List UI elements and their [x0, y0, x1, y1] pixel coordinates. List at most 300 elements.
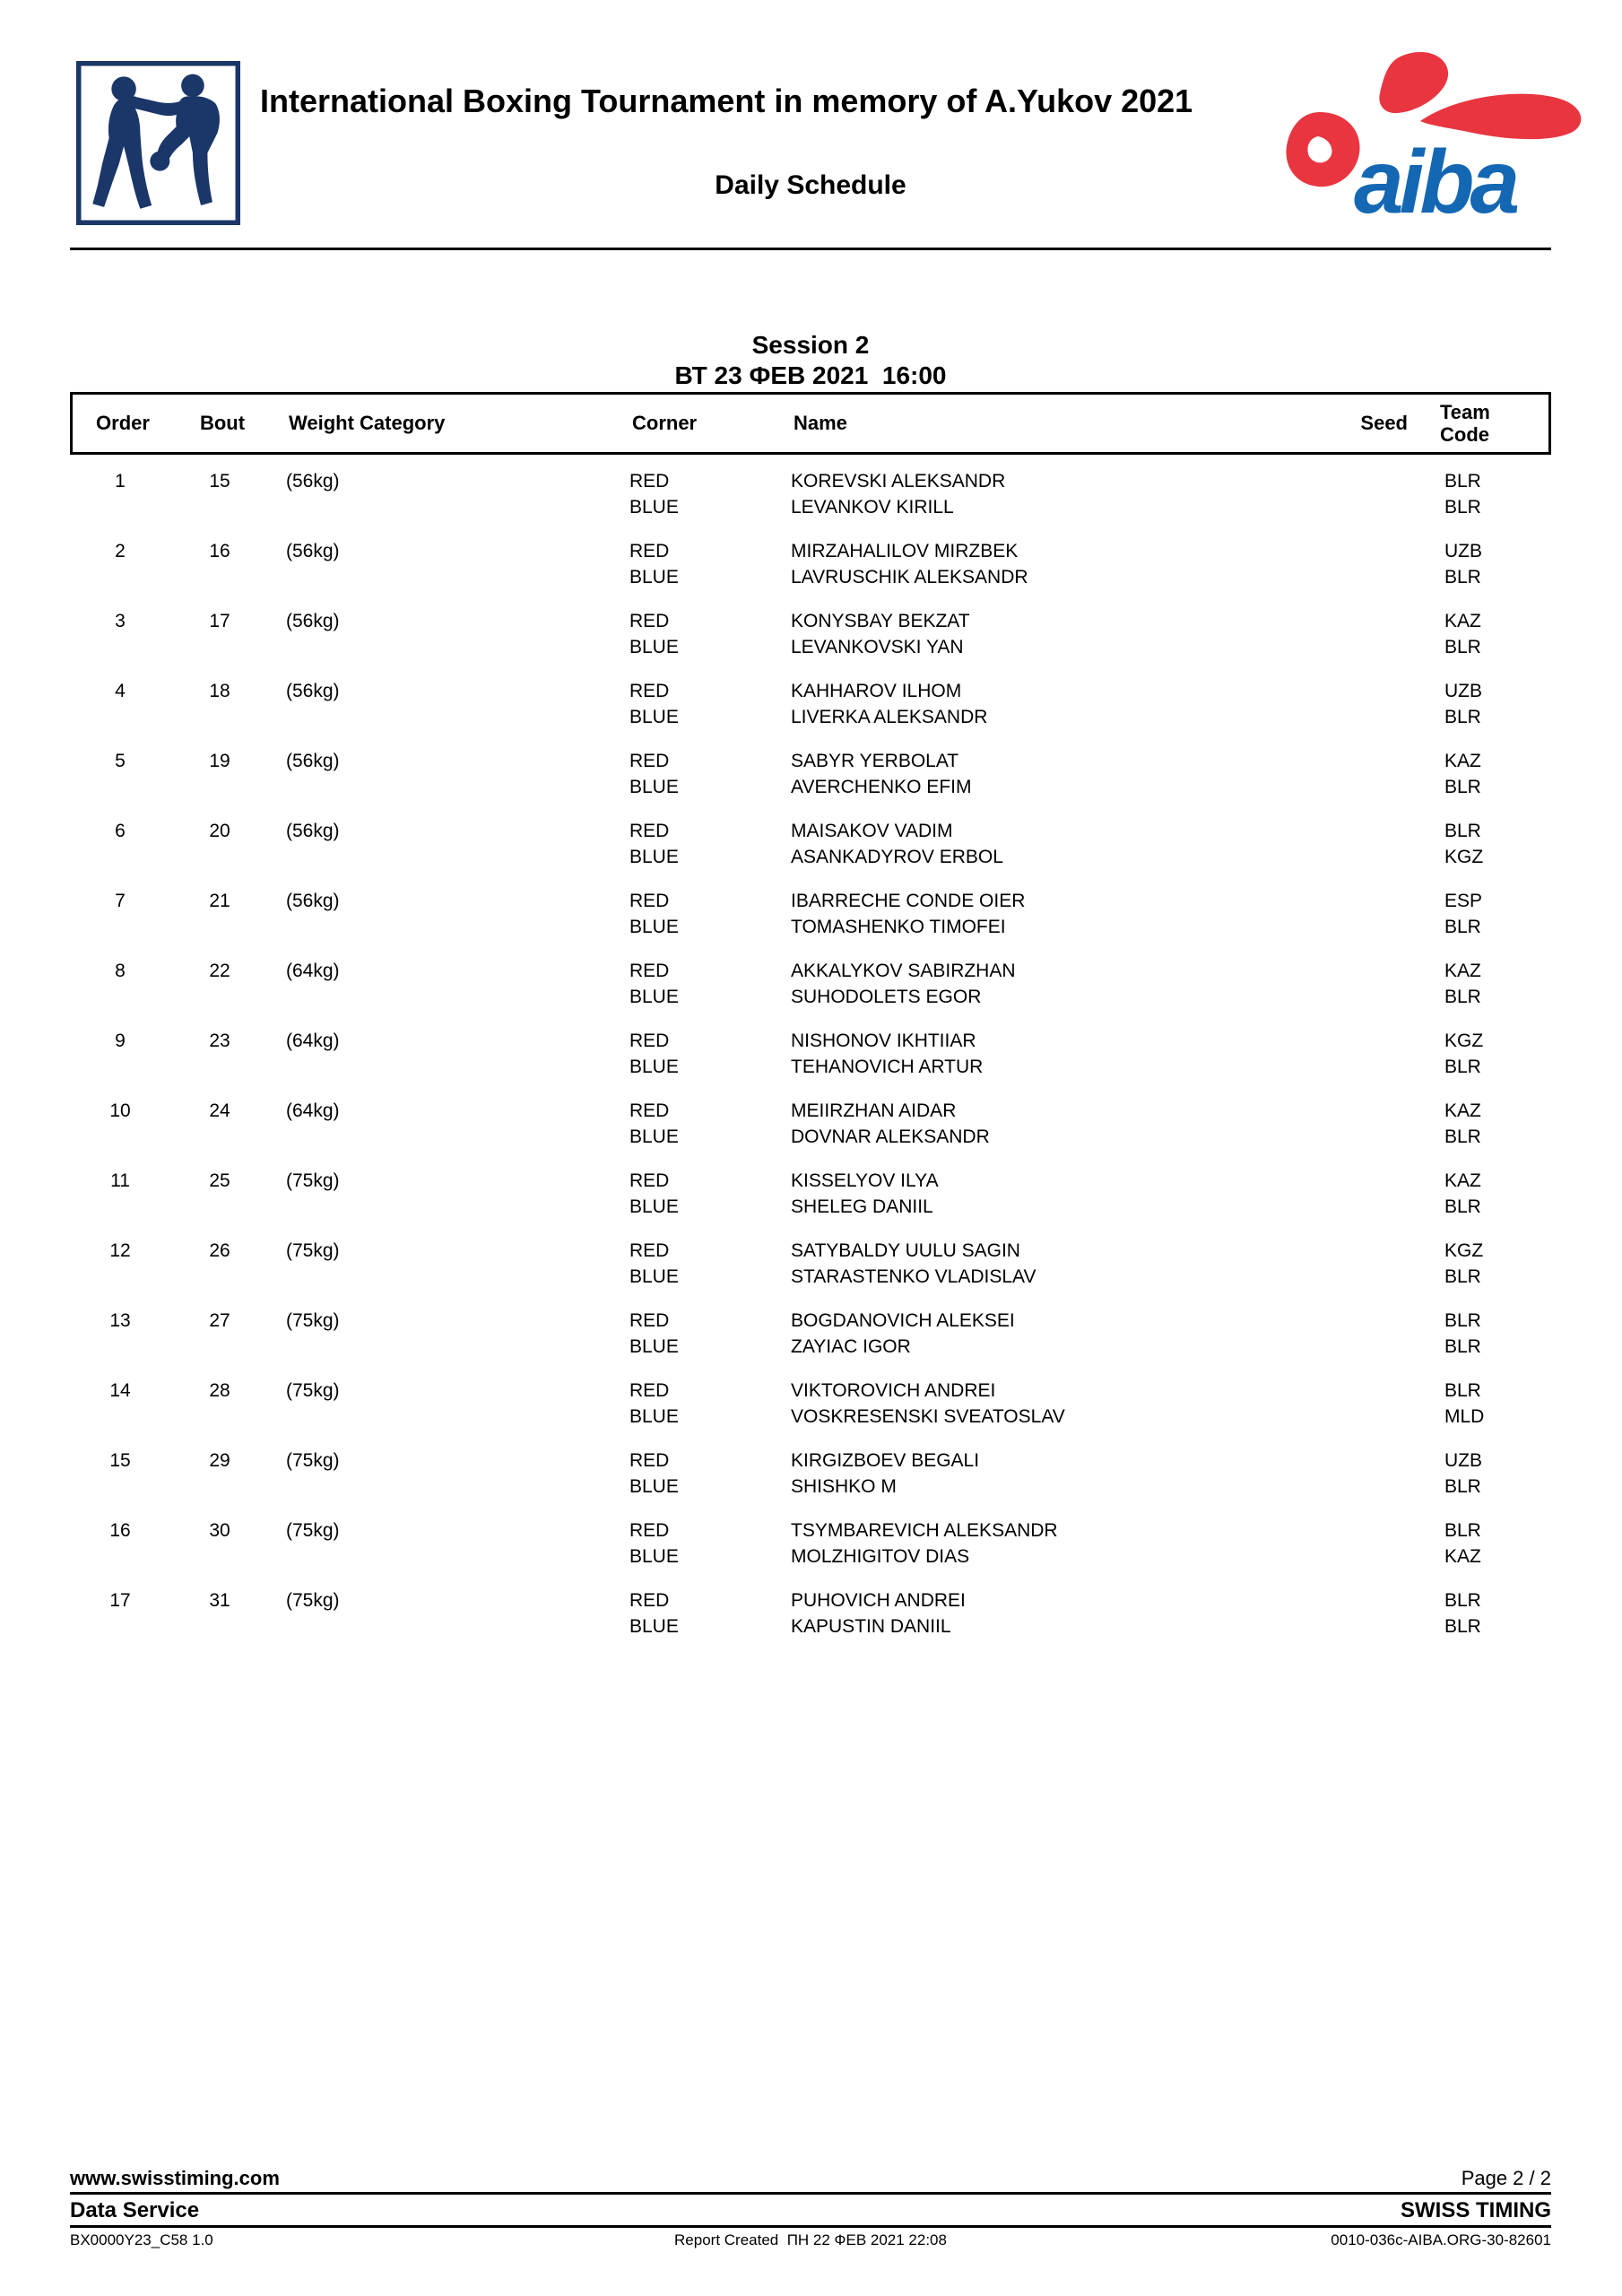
- cell-name: [791, 538, 1333, 590]
- cell-team-code: [1405, 1448, 1551, 1500]
- team-code-red: UZB: [1444, 681, 1482, 701]
- team-code-red: KGZ: [1444, 1240, 1484, 1261]
- cell-bout: 23: [209, 1031, 230, 1051]
- cell-order: 5: [115, 751, 126, 771]
- cell-corner: [629, 958, 791, 1010]
- seed-red: [1333, 1378, 1405, 1404]
- cell-seed: [1333, 1028, 1405, 1080]
- cell-name: [791, 1378, 1333, 1430]
- boxer-name-red: BOGDANOVICH ALEKSEI: [791, 1310, 1015, 1331]
- corner-label-red: RED: [629, 751, 670, 771]
- cell-bout: 21: [209, 891, 230, 911]
- cell-seed: [1333, 1098, 1405, 1150]
- page-title: International Boxing Tournament in memory of A.Yukov 2021: [260, 83, 1193, 119]
- cell-corner: [629, 1587, 791, 1639]
- table-row: [70, 468, 1551, 520]
- cell-order: 16: [109, 1520, 131, 1541]
- cell-weight-category: (75kg): [286, 1310, 340, 1331]
- table-row: [70, 888, 1551, 940]
- boxer-name-red: SABYR YERBOLAT: [791, 751, 959, 771]
- cell-bout: 19: [209, 751, 230, 771]
- boxer-name-blue: SHELEG DANIIL: [791, 1196, 933, 1217]
- corner-label-red: RED: [629, 611, 670, 631]
- cell-weight-category: (75kg): [286, 1450, 340, 1471]
- team-code-blue: MLD: [1444, 1406, 1485, 1427]
- seed-red: [1333, 468, 1405, 494]
- cell-weight-category: (64kg): [286, 1100, 340, 1121]
- team-code-red: UZB: [1444, 541, 1482, 561]
- team-code-red: KGZ: [1444, 1031, 1484, 1051]
- table-row: [70, 748, 1551, 800]
- seed-red: [1333, 1587, 1405, 1613]
- cell-order: 9: [115, 1031, 126, 1051]
- table-row: [70, 1028, 1551, 1080]
- cell-corner: [629, 1098, 791, 1150]
- corner-label-blue: BLUE: [629, 847, 679, 867]
- footer-report-created: Report Created ПН 22 ФЕВ 2021 22:08: [674, 2231, 947, 2248]
- col-header-name: Name: [794, 412, 847, 434]
- cell-team-code: [1405, 1308, 1551, 1360]
- footer-data-service: Data Service: [70, 2198, 200, 2222]
- seed-blue: [1333, 774, 1405, 800]
- team-code-blue: KAZ: [1444, 1546, 1481, 1567]
- boxer-name-blue: DOVNAR ALEKSANDR: [791, 1126, 990, 1147]
- table-row: [70, 608, 1551, 660]
- team-code-blue: BLR: [1444, 707, 1481, 727]
- cell-team-code: [1405, 1168, 1551, 1220]
- seed-blue: [1333, 844, 1405, 870]
- cell-seed: [1333, 1308, 1405, 1360]
- seed-blue: [1333, 1544, 1405, 1570]
- seed-red: [1333, 1448, 1405, 1474]
- team-code-blue: BLR: [1444, 1126, 1481, 1147]
- seed-red: [1333, 818, 1405, 844]
- seed-red: [1333, 1028, 1405, 1054]
- cell-bout: 29: [209, 1450, 230, 1471]
- cell-team-code: [1405, 538, 1551, 590]
- team-code-red: KAZ: [1444, 611, 1481, 631]
- seed-blue: [1333, 1613, 1405, 1639]
- boxer-name-red: MIRZAHALILOV MIRZBEK: [791, 541, 1019, 561]
- col-header-weight-category: Weight Category: [289, 412, 446, 434]
- cell-team-code: [1405, 1587, 1551, 1639]
- cell-corner: [629, 1168, 791, 1220]
- cell-bout: 15: [209, 471, 230, 491]
- cell-seed: [1333, 1238, 1405, 1290]
- cell-bout: 20: [209, 821, 230, 841]
- corner-label-red: RED: [629, 1450, 670, 1471]
- footer-ref-code: 0010-036c-AIBA.ORG-30-82601: [1331, 2231, 1551, 2248]
- team-code-blue: BLR: [1444, 1476, 1481, 1497]
- cell-order: 10: [109, 1100, 131, 1121]
- corner-label-red: RED: [629, 541, 670, 561]
- table-row: [70, 1587, 1551, 1639]
- cell-order: 1: [115, 471, 126, 491]
- boxer-name-red: AKKALYKOV SABIRZHAN: [791, 961, 1016, 981]
- cell-order: 3: [115, 611, 126, 631]
- seed-blue: [1333, 494, 1405, 520]
- team-code-red: BLR: [1444, 1380, 1481, 1401]
- corner-label-red: RED: [629, 821, 670, 841]
- cell-weight-category: (75kg): [286, 1520, 340, 1541]
- seed-blue: [1333, 1264, 1405, 1290]
- team-code-blue: BLR: [1444, 987, 1481, 1007]
- cell-corner: [629, 1378, 791, 1430]
- cell-weight-category: (56kg): [286, 891, 340, 911]
- cell-weight-category: (56kg): [286, 821, 340, 841]
- seed-blue: [1333, 1334, 1405, 1360]
- corner-label-red: RED: [629, 1590, 670, 1611]
- corner-label-red: RED: [629, 1310, 670, 1331]
- corner-label-blue: BLUE: [629, 1616, 679, 1637]
- boxer-name-blue: LAVRUSCHIK ALEKSANDR: [791, 567, 1028, 587]
- cell-bout: 26: [209, 1240, 230, 1261]
- corner-label-blue: BLUE: [629, 777, 679, 797]
- cell-name: [791, 1098, 1333, 1150]
- table-row: [70, 678, 1551, 730]
- cell-seed: [1333, 748, 1405, 800]
- cell-team-code: [1405, 1098, 1551, 1150]
- cell-seed: [1333, 958, 1405, 1010]
- team-code-red: BLR: [1444, 1520, 1481, 1541]
- table-row: [70, 958, 1551, 1010]
- boxer-name-red: MAISAKOV VADIM: [791, 821, 953, 841]
- table-row: [70, 818, 1551, 870]
- seed-red: [1333, 1098, 1405, 1124]
- team-code-blue: BLR: [1444, 1057, 1481, 1077]
- cell-weight-category: (64kg): [286, 961, 340, 981]
- team-code-red: BLR: [1444, 471, 1481, 491]
- cell-corner: [629, 1028, 791, 1080]
- cell-seed: [1333, 1518, 1405, 1570]
- cell-seed: [1333, 1587, 1405, 1639]
- corner-label-blue: BLUE: [629, 1406, 679, 1427]
- seed-blue: [1333, 984, 1405, 1010]
- seed-blue: [1333, 1124, 1405, 1150]
- cell-weight-category: (75kg): [286, 1240, 340, 1261]
- cell-bout: 24: [209, 1100, 230, 1121]
- boxer-name-blue: VOSKRESENSKI SVEATOSLAV: [791, 1406, 1065, 1427]
- cell-weight-category: (56kg): [286, 751, 340, 771]
- team-code-blue: BLR: [1444, 777, 1481, 797]
- table-row: [70, 1378, 1551, 1430]
- cell-corner: [629, 468, 791, 520]
- table-row: [70, 1098, 1551, 1150]
- team-code-blue: BLR: [1444, 637, 1481, 657]
- team-code-red: ESP: [1444, 891, 1483, 911]
- boxer-name-blue: KAPUSTIN DANIIL: [791, 1616, 951, 1637]
- team-code-blue: BLR: [1444, 917, 1481, 937]
- cell-order: 11: [110, 1170, 130, 1191]
- cell-weight-category: (56kg): [286, 611, 340, 631]
- cell-corner: [629, 1238, 791, 1290]
- page-number: Page 2 / 2: [1461, 2167, 1551, 2189]
- cell-weight-category: (75kg): [286, 1590, 340, 1611]
- corner-label-blue: BLUE: [629, 1476, 679, 1497]
- cell-order: 15: [109, 1450, 131, 1471]
- cell-name: [791, 888, 1333, 940]
- header-divider: [70, 248, 1551, 250]
- corner-label-blue: BLUE: [629, 707, 679, 727]
- aiba-logo: [1266, 49, 1589, 229]
- cell-weight-category: (64kg): [286, 1031, 340, 1051]
- cell-seed: [1333, 608, 1405, 660]
- table-header: [70, 392, 1551, 455]
- cell-name: [791, 1028, 1333, 1080]
- corner-label-blue: BLUE: [629, 637, 679, 657]
- cell-seed: [1333, 1378, 1405, 1430]
- cell-seed: [1333, 538, 1405, 590]
- cell-name: [791, 1587, 1333, 1639]
- boxer-name-blue: LIVERKA ALEKSANDR: [791, 707, 988, 727]
- team-code-red: BLR: [1444, 1590, 1481, 1611]
- cell-weight-category: (56kg): [286, 681, 340, 701]
- team-code-red: UZB: [1444, 1450, 1482, 1471]
- boxer-name-blue: ASANKADYROV ERBOL: [791, 847, 1003, 867]
- corner-label-blue: BLUE: [629, 1266, 679, 1287]
- cell-weight-category: (75kg): [286, 1380, 340, 1401]
- table-body: [70, 468, 1551, 1657]
- cell-team-code: [1405, 468, 1551, 520]
- table-row: [70, 1448, 1551, 1500]
- cell-corner: [629, 748, 791, 800]
- seed-red: [1333, 1308, 1405, 1334]
- cell-bout: 18: [209, 681, 230, 701]
- cell-bout: 17: [209, 611, 230, 631]
- seed-blue: [1333, 1194, 1405, 1220]
- table-row: [70, 1308, 1551, 1360]
- cell-seed: [1333, 468, 1405, 520]
- seed-red: [1333, 608, 1405, 634]
- boxer-name-blue: LEVANKOV KIRILL: [791, 497, 954, 517]
- team-code-red: BLR: [1444, 821, 1481, 841]
- cell-team-code: [1405, 1518, 1551, 1570]
- seed-blue: [1333, 1404, 1405, 1430]
- cell-bout: 25: [209, 1170, 230, 1191]
- cell-seed: [1333, 888, 1405, 940]
- session-datetime: ВТ 23 ФЕВ 2021 16:00: [674, 361, 947, 389]
- seed-red: [1333, 1238, 1405, 1264]
- footer-company: SWISS TIMING: [1401, 2198, 1551, 2222]
- seed-blue: [1333, 564, 1405, 590]
- cell-name: [791, 748, 1333, 800]
- corner-label-blue: BLUE: [629, 1057, 679, 1077]
- cell-team-code: [1405, 1238, 1551, 1290]
- col-header-team-line1: Team: [1440, 401, 1490, 423]
- cell-seed: [1333, 1448, 1405, 1500]
- cell-order: 12: [109, 1240, 131, 1261]
- cell-name: [791, 1238, 1333, 1290]
- seed-red: [1333, 748, 1405, 774]
- boxer-name-blue: STARASTENKO VLADISLAV: [791, 1266, 1037, 1287]
- seed-red: [1333, 958, 1405, 984]
- svg-text:aiba: aiba: [1354, 132, 1516, 224]
- corner-label-blue: BLUE: [629, 1196, 679, 1217]
- cell-corner: [629, 1518, 791, 1570]
- corner-label-red: RED: [629, 681, 670, 701]
- seed-blue: [1333, 1474, 1405, 1500]
- boxer-name-red: SATYBALDY UULU SAGIN: [791, 1240, 1020, 1261]
- corner-label-blue: BLUE: [629, 987, 679, 1007]
- seed-red: [1333, 888, 1405, 914]
- cell-order: 4: [115, 681, 126, 701]
- boxer-name-blue: AVERCHENKO EFIM: [791, 777, 972, 797]
- cell-corner: [629, 888, 791, 940]
- session-title: Session 2: [751, 331, 870, 359]
- cell-seed: [1333, 678, 1405, 730]
- cell-weight-category: (75kg): [286, 1170, 340, 1191]
- seed-red: [1333, 1518, 1405, 1544]
- cell-team-code: [1405, 748, 1551, 800]
- cell-order: 6: [115, 821, 126, 841]
- corner-label-blue: BLUE: [629, 1336, 679, 1357]
- corner-label-blue: BLUE: [629, 567, 679, 587]
- corner-label-red: RED: [629, 961, 670, 981]
- cell-name: [791, 818, 1333, 870]
- corner-label-red: RED: [629, 1100, 670, 1121]
- boxer-name-blue: TEHANOVICH ARTUR: [791, 1057, 984, 1077]
- cell-team-code: [1405, 818, 1551, 870]
- cell-bout: 27: [209, 1310, 230, 1331]
- boxer-name-blue: LEVANKOVSKI YAN: [791, 637, 964, 657]
- seed-red: [1333, 538, 1405, 564]
- cell-team-code: [1405, 678, 1551, 730]
- cell-seed: [1333, 818, 1405, 870]
- footer-website-link[interactable]: www.swisstiming.com: [70, 2167, 280, 2189]
- cell-name: [791, 678, 1333, 730]
- cell-order: 13: [109, 1310, 131, 1331]
- cell-name: [791, 1168, 1333, 1220]
- cell-corner: [629, 1308, 791, 1360]
- boxer-name-blue: ZAYIAC IGOR: [791, 1336, 911, 1357]
- cell-seed: [1333, 1168, 1405, 1220]
- col-header-corner: Corner: [632, 412, 698, 434]
- cell-weight-category: (56kg): [286, 471, 340, 491]
- boxer-name-red: VIKTOROVICH ANDREI: [791, 1380, 996, 1401]
- boxer-name-red: PUHOVICH ANDREI: [791, 1590, 966, 1611]
- cell-team-code: [1405, 888, 1551, 940]
- team-code-blue: BLR: [1444, 497, 1481, 517]
- cell-corner: [629, 608, 791, 660]
- boxer-name-red: NISHONOV IKHTIIAR: [791, 1031, 976, 1051]
- cell-team-code: [1405, 1028, 1551, 1080]
- seed-blue: [1333, 634, 1405, 660]
- cell-name: [791, 468, 1333, 520]
- team-code-blue: BLR: [1444, 1266, 1481, 1287]
- corner-label-red: RED: [629, 1240, 670, 1261]
- footer-divider-1: [70, 2192, 1551, 2195]
- col-header-seed: Seed: [1360, 412, 1408, 434]
- page-subtitle: Daily Schedule: [715, 170, 906, 200]
- boxer-name-blue: SUHODOLETS EGOR: [791, 987, 982, 1007]
- cell-name: [791, 958, 1333, 1010]
- seed-blue: [1333, 914, 1405, 940]
- cell-name: [791, 1518, 1333, 1570]
- col-header-order: Order: [96, 412, 150, 434]
- seed-red: [1333, 678, 1405, 704]
- seed-blue: [1333, 704, 1405, 730]
- boxer-name-red: KOREVSKI ALEKSANDR: [791, 471, 1006, 491]
- session-block: [70, 330, 1551, 391]
- boxer-name-red: MEIIRZHAN AIDAR: [791, 1100, 957, 1121]
- cell-bout: 16: [209, 541, 230, 561]
- table-row: [70, 1238, 1551, 1290]
- cell-bout: 22: [209, 961, 230, 981]
- boxer-name-red: KISSELYOV ILYA: [791, 1170, 939, 1191]
- cell-weight-category: (56kg): [286, 541, 340, 561]
- corner-label-red: RED: [629, 1031, 670, 1051]
- corner-label-blue: BLUE: [629, 917, 679, 937]
- cell-corner: [629, 818, 791, 870]
- team-code-blue: BLR: [1444, 567, 1481, 587]
- team-code-red: KAZ: [1444, 1100, 1481, 1121]
- cell-order: 8: [115, 961, 126, 981]
- boxer-name-red: KONYSBAY BEKZAT: [791, 611, 970, 631]
- corner-label-red: RED: [629, 891, 670, 911]
- corner-label-red: RED: [629, 1520, 670, 1541]
- team-code-red: KAZ: [1444, 961, 1481, 981]
- cell-name: [791, 1448, 1333, 1500]
- team-code-blue: BLR: [1444, 1336, 1481, 1357]
- table-row: [70, 1168, 1551, 1220]
- corner-label-blue: BLUE: [629, 497, 679, 517]
- cell-corner: [629, 1448, 791, 1500]
- team-code-blue: BLR: [1444, 1196, 1481, 1217]
- boxer-name-red: KAHHAROV ILHOM: [791, 681, 962, 701]
- col-header-team-code: [1408, 401, 1548, 446]
- boxer-name-red: KIRGIZBOEV BEGALI: [791, 1450, 980, 1471]
- cell-team-code: [1405, 608, 1551, 660]
- team-code-blue: KGZ: [1444, 847, 1484, 867]
- corner-label-red: RED: [629, 471, 670, 491]
- boxer-name-blue: MOLZHIGITOV DIAS: [791, 1546, 970, 1567]
- cell-order: 17: [109, 1590, 131, 1611]
- footer-doc-code: BX0000Y23_C58 1.0: [70, 2231, 213, 2248]
- team-code-red: KAZ: [1444, 1170, 1481, 1191]
- cell-team-code: [1405, 1378, 1551, 1430]
- footer: [70, 2167, 1551, 2249]
- cell-bout: 30: [209, 1520, 230, 1541]
- boxer-name-red: TSYMBAREVICH ALEKSANDR: [791, 1520, 1058, 1541]
- cell-bout: 31: [209, 1590, 230, 1611]
- table-row: [70, 538, 1551, 590]
- corner-label-blue: BLUE: [629, 1546, 679, 1567]
- team-code-red: KAZ: [1444, 751, 1481, 771]
- cell-order: 14: [109, 1380, 131, 1401]
- cell-name: [791, 608, 1333, 660]
- team-code-blue: BLR: [1444, 1616, 1481, 1637]
- col-header-bout: Bout: [199, 412, 246, 434]
- team-code-red: BLR: [1444, 1310, 1481, 1331]
- boxer-name-blue: TOMASHENKO TIMOFEI: [791, 917, 1006, 937]
- cell-team-code: [1405, 958, 1551, 1010]
- boxer-name-blue: SHISHKO M: [791, 1476, 897, 1497]
- boxer-name-red: IBARRECHE CONDE OIER: [791, 891, 1026, 911]
- cell-corner: [629, 538, 791, 590]
- corner-label-red: RED: [629, 1170, 670, 1191]
- cell-order: 2: [115, 541, 126, 561]
- cell-order: 7: [115, 891, 126, 911]
- table-row: [70, 1518, 1551, 1570]
- footer-divider-2: [70, 2225, 1551, 2228]
- cell-name: [791, 1308, 1333, 1360]
- corner-label-blue: BLUE: [629, 1126, 679, 1147]
- corner-label-red: RED: [629, 1380, 670, 1401]
- cell-corner: [629, 678, 791, 730]
- seed-blue: [1333, 1054, 1405, 1080]
- cell-bout: 28: [209, 1380, 230, 1401]
- col-header-team-line2: Code: [1440, 423, 1489, 446]
